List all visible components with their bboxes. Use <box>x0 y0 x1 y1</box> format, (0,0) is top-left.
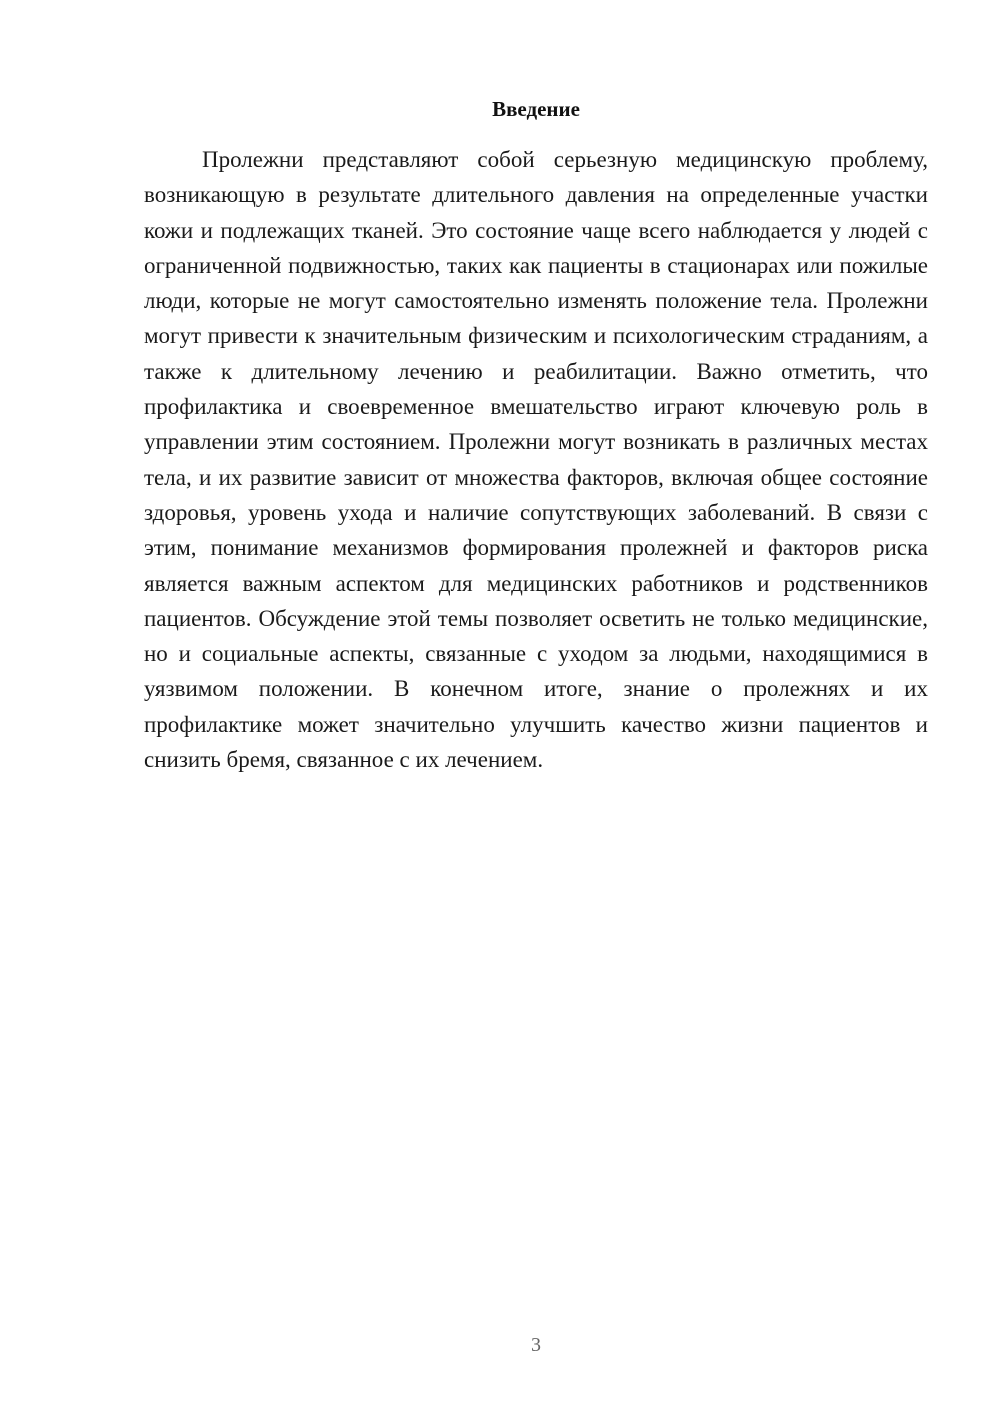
page-title: Введение <box>492 97 580 121</box>
page-number: 3 <box>531 1334 541 1356</box>
body-paragraph: Пролежни представляют собой серьезную медицинскую проблему, возникающую в результате длительного давления на определенные участки кожи и подлежащих тканей. Это состояние чаще всего наблюдается у людей с ограниченной подвижностью, таких как пациенты в стационарах или пожилые люди, которые не могут самостоятельно изменять положение тела. Пролежни могут привести к значительным физическим и психологическим страданиям, а также к длительному лечению и реабилитации. Важно отметить, что профилактика и своевременное вмешательство играют ключевую роль в управлении этим состоянием. Пролежни могут возникать в различных местах тела, и их развитие зависит от множества факторов, включая общее состояние здоровья, уровень ухода и наличие сопутствующих заболеваний. В связи с этим, понимание механизмов формирования пролежней и факторов риска является важным аспектом для медицинских работников и родственников пациентов. Обсуждение этой темы позволяет осветить не только медицинские, но и социальные аспекты, связанные с уходом за людьми, находящимися в уязвимом положении. В конечном итоге, знание о пролежнях и их профилактике может значительно улучшить качество жизни пациентов и снизить бремя, связанное с их лечением. <box>144 147 928 773</box>
